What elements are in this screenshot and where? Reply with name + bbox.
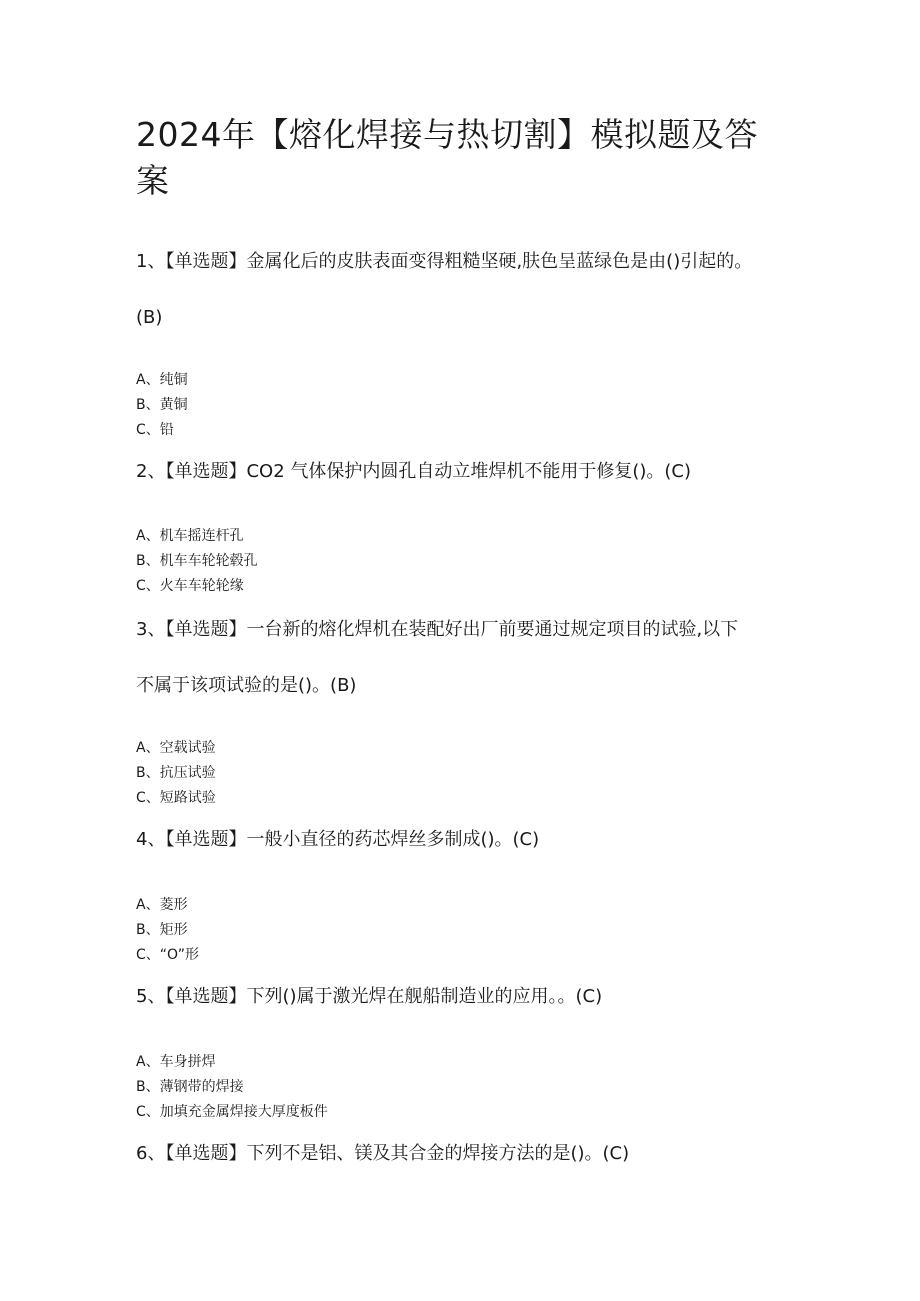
option-c: C、铅	[136, 422, 174, 438]
question-number: 6、	[136, 1143, 166, 1164]
question-answer: (B)	[330, 675, 357, 696]
options-list-1	[136, 368, 188, 443]
option-a: A、机车摇连杆孔	[136, 528, 244, 544]
question-text: 一般小直径的药芯焊丝多制成()。	[246, 829, 513, 850]
question-number: 4、	[136, 829, 166, 850]
option-b: B、薄钢带的焊接	[136, 1079, 244, 1095]
question-type: 【单选题】	[165, 1143, 247, 1164]
options-list-4	[136, 893, 199, 968]
question-5	[136, 969, 756, 1025]
question-1	[136, 234, 756, 346]
question-number: 5、	[136, 986, 166, 1007]
question-text: 下列不是铝、镁及其合金的焊接方法的是()。	[246, 1143, 603, 1164]
option-c: C、加填充金属焊接大厚度板件	[136, 1104, 328, 1120]
question-type: 【单选题】	[165, 619, 247, 640]
question-6	[136, 1126, 756, 1182]
question-answer: (B)	[136, 307, 163, 328]
question-type: 【单选题】	[165, 461, 247, 482]
option-c: C、火车车轮轮缘	[136, 578, 244, 594]
question-type: 【单选题】	[165, 986, 247, 1007]
options-list-3	[136, 736, 216, 811]
option-c: C、短路试验	[136, 790, 216, 806]
document-title: 2024年【熔化焊接与热切割】模拟题及答案	[136, 115, 758, 200]
question-text: CO2 气体保护内圆孔自动立堆焊机不能用于修复()。	[246, 461, 665, 482]
option-b: B、机车车轮轮毂孔	[136, 553, 258, 569]
option-a: A、菱形	[136, 897, 188, 913]
question-text: 金属化后的皮肤表面变得粗糙坚硬,肤色呈蓝绿色是由()引起的。	[246, 251, 753, 272]
question-text: 一台新的熔化焊机在装配好出厂前要通过规定项目的试验,以下不属于该项试验的是()。	[136, 619, 739, 696]
option-a: A、纯铜	[136, 372, 188, 388]
question-answer: (C)	[602, 1143, 630, 1164]
option-b: B、黄铜	[136, 397, 188, 413]
question-number: 1、	[136, 251, 166, 272]
question-answer: (C)	[575, 986, 603, 1007]
options-list-5	[136, 1050, 328, 1125]
question-type: 【单选题】	[165, 251, 247, 272]
option-b: B、抗压试验	[136, 765, 216, 781]
option-c: C、“O”形	[136, 947, 200, 963]
question-type: 【单选题】	[165, 829, 247, 850]
question-number: 3、	[136, 619, 166, 640]
question-answer: (C)	[512, 829, 540, 850]
question-2	[136, 444, 756, 500]
question-4	[136, 812, 756, 868]
option-a: A、车身拼焊	[136, 1054, 216, 1070]
question-3	[136, 602, 756, 714]
question-answer: (C)	[664, 461, 692, 482]
question-text: 下列()属于激光焊在舰船制造业的应用。。	[246, 986, 576, 1007]
option-a: A、空载试验	[136, 740, 216, 756]
option-b: B、矩形	[136, 922, 188, 938]
options-list-2	[136, 524, 258, 599]
question-number: 2、	[136, 461, 166, 482]
